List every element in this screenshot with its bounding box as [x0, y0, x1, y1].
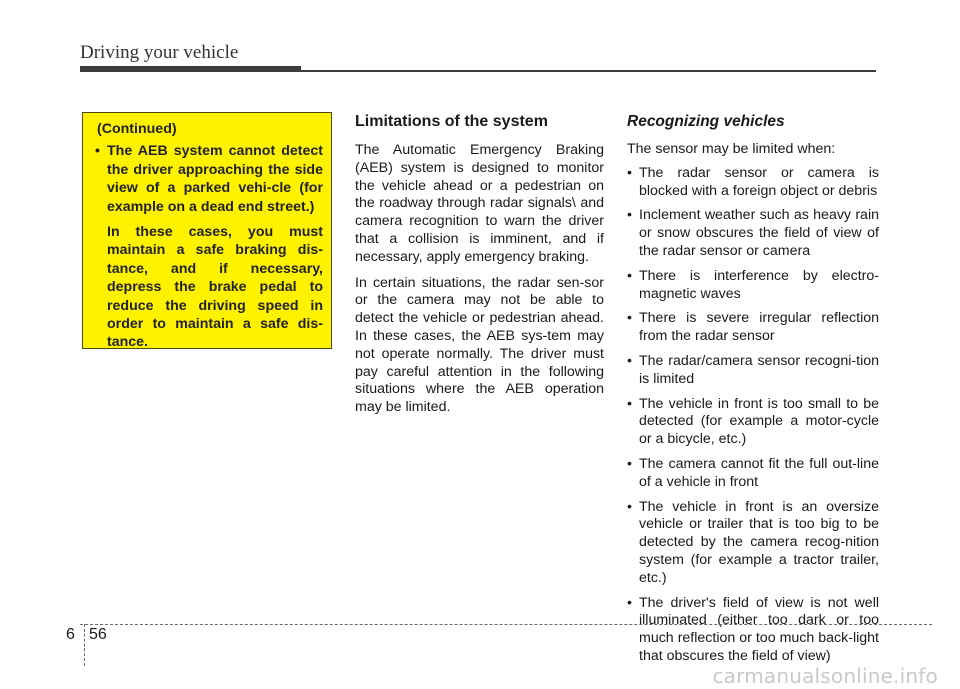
bullet-icon: •	[627, 352, 632, 369]
list-item	[627, 207, 879, 260]
list-item	[627, 268, 879, 304]
caution-item-text: The AEB system cannot detect the driver approaching the side view of a parked vehi-cle (for example on a dead end street.)	[107, 143, 323, 215]
section-title: Driving your vehicle	[80, 42, 239, 63]
list-item-text: The vehicle in front is an oversize vehicle or trailer that is too big to be detected by the camera recog-nition system (for example a tractor trailer, etc.)	[639, 498, 879, 586]
header-rule-thin	[301, 70, 876, 72]
caution-continued: (Continued)	[97, 121, 177, 137]
limitations-paragraph-1: The Automatic Emergency Braking (AEB) system is designed to monitor the vehicle ahead or a pedestrian on the roadway through radar signals\ and camera recognition to warn the driver that a collision is imminent, and if necessary, apply emergency braking.	[355, 142, 604, 265]
limitations-paragraph-2: In certain situations, the radar sen-sor or the camera may not be able to detect the vehicle or pedestrian ahead. In these cases, the AEB sys-tem may not operate normally. The driver must pay careful attention in the following situations where the AEB operation may be limited.	[355, 274, 604, 416]
bullet-icon: •	[627, 164, 632, 181]
recognizing-heading: Recognizing vehicles	[627, 113, 785, 130]
recognizing-section	[627, 112, 879, 673]
recognizing-list	[627, 165, 879, 666]
list-item-text: There is interference by electro-magnetic waves	[639, 267, 879, 302]
list-item-text: There is severe irregular reflection from the radar sensor	[639, 310, 879, 345]
list-item-text: The camera cannot fit the full out-line of a vehicle in front	[639, 455, 879, 490]
header-rule-thick	[80, 66, 301, 72]
bullet-icon: •	[95, 143, 100, 160]
footer-vertical-divider	[84, 624, 85, 666]
list-item	[627, 165, 879, 201]
limitations-heading: Limitations of the system	[355, 113, 548, 130]
bullet-icon: •	[627, 310, 632, 327]
watermark: carmanualsonline.info	[712, 664, 938, 688]
list-item-text: The vehicle in front is too small to be detected (for example a motor-cycle or a bicycle, etc.)	[639, 395, 879, 448]
list-item	[627, 499, 879, 588]
list-item	[627, 595, 879, 666]
list-item	[627, 310, 879, 346]
bullet-icon: •	[627, 498, 632, 515]
recognizing-lead: The sensor may be limited when:	[627, 141, 836, 157]
page-number: 56	[89, 626, 107, 643]
list-item-text: The driver's field of view is not well illuminated (either too dark or too much reflection or too much back-light that obscures the field of view)	[639, 594, 879, 664]
bullet-icon: •	[627, 395, 632, 412]
list-item-text: The radar/camera sensor recogni-tion is limited	[639, 352, 879, 387]
caution-item	[93, 142, 323, 216]
bullet-icon: •	[627, 455, 632, 472]
list-item	[627, 456, 879, 492]
bullet-icon: •	[627, 267, 632, 284]
caution-box	[82, 112, 332, 349]
limitations-section	[355, 112, 604, 425]
chapter-number: 6	[66, 626, 75, 643]
list-item	[627, 396, 879, 449]
list-item-text: The radar sensor or camera is blocked with a foreign object or debris	[639, 164, 879, 199]
caution-paragraph: In these cases, you must maintain a safe braking dis-tance, and if necessary, depress the brake pedal to reduce the driving speed in order to maintain a safe dis-tance.	[107, 224, 323, 351]
bullet-icon: •	[627, 207, 632, 224]
list-item-text: Inclement weather such as heavy rain or snow obscures the field of view of the radar sensor or camera	[639, 207, 879, 259]
list-item	[627, 353, 879, 389]
footer-divider	[80, 624, 932, 625]
bullet-icon: •	[627, 594, 632, 611]
